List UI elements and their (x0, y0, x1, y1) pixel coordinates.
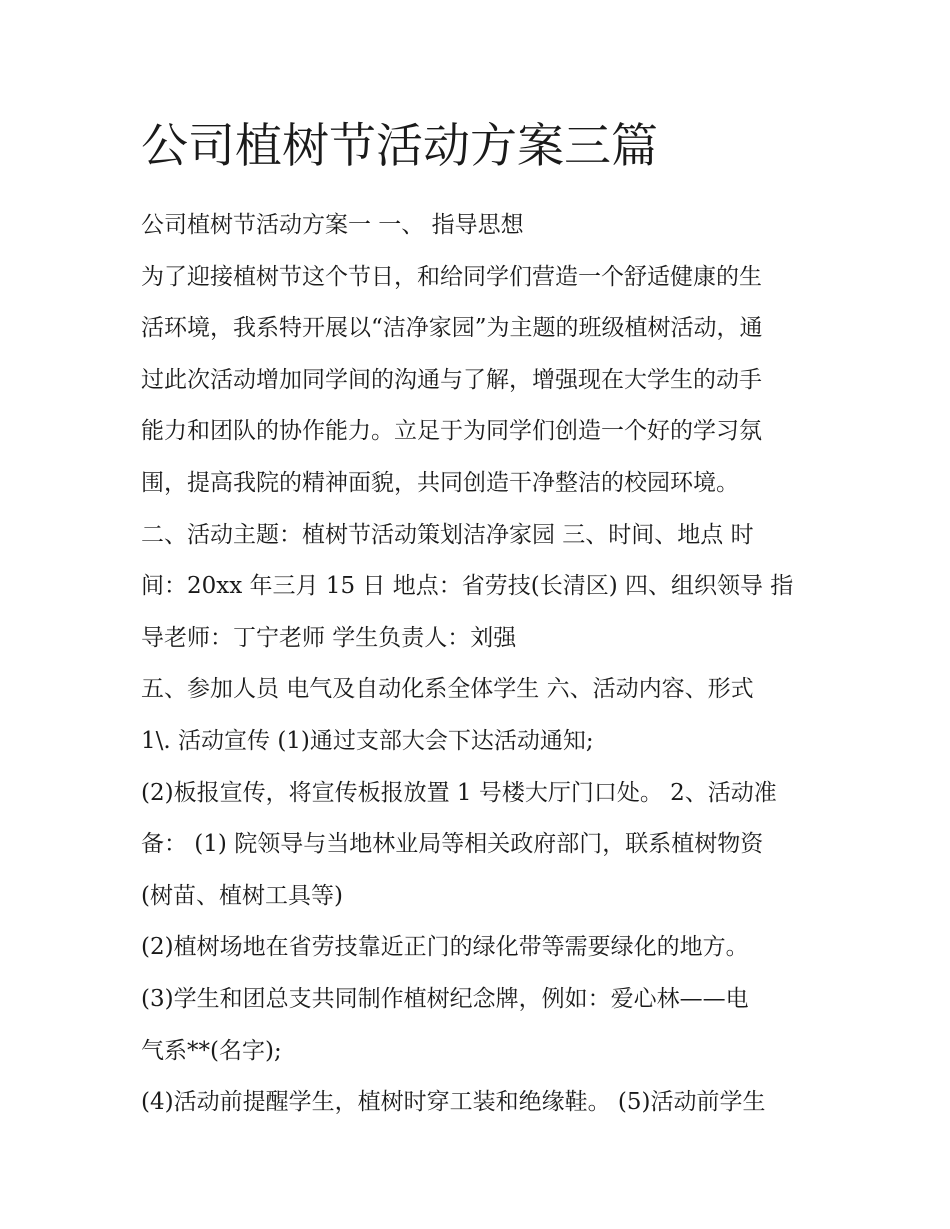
paragraph-line: 过此次活动增加同学间的沟通与了解，增强现在大学生的动手 (141, 366, 762, 393)
paragraph-line: (4)活动前提醒学生，植树时穿工装和绝缘鞋。 (5)活动前学生 (141, 1089, 766, 1116)
paragraph-line: 能力和团队的协作能力。立足于为同学们创造一个好的学习氛 (141, 418, 762, 445)
document-title: 公司植树节活动方案三篇 (141, 119, 658, 174)
paragraph-line: 围，提高我院的精神面貌，共同创造干净整洁的校园环境。 (141, 469, 739, 496)
paragraph-line: 二、活动主题：植树节活动策划洁净家园 三、时间、地点 时 (141, 521, 754, 548)
document-body (141, 200, 821, 1129)
paragraph-line: 1\. 活动宣传 (1)通过支部大会下达活动通知; (141, 727, 594, 754)
paragraph-line: 为了迎接植树节这个节日，和给同学们营造一个舒适健康的生 (141, 263, 762, 290)
paragraph-line: 间：20xx 年三月 15 日 地点：省劳技(长清区) 四、组织领导 指 (141, 573, 794, 600)
paragraph-line: 五、参加人员 电气及自动化系全体学生 六、活动内容、形式 (141, 676, 754, 703)
paragraph-line: 公司植树节活动方案一 一、 指导思想 (141, 212, 524, 238)
paragraph-line: (2)植树场地在省劳技靠近正门的绿化带等需要绿化的地方。 (141, 934, 749, 961)
paragraph-line: (2)板报宣传，将宣传板报放置 1 号楼大厅门口处。 2、活动准 (141, 779, 777, 806)
paragraph-line: (树苗、植树工具等) (141, 882, 343, 909)
paragraph-line: 气系**(名字); (141, 1037, 282, 1064)
paragraph-line: (3)学生和团总支共同制作植树纪念牌，例如：爱心林——电 (141, 985, 749, 1012)
paragraph-line: 活环境，我系特开展以“洁净家园”为主题的班级植树活动，通 (141, 315, 763, 342)
paragraph-line: 导老师：丁宁老师 学生负责人：刘强 (141, 624, 517, 651)
paragraph-line: 备： (1) 院领导与当地林业局等相关政府部门，联系植树物资 (141, 831, 764, 858)
